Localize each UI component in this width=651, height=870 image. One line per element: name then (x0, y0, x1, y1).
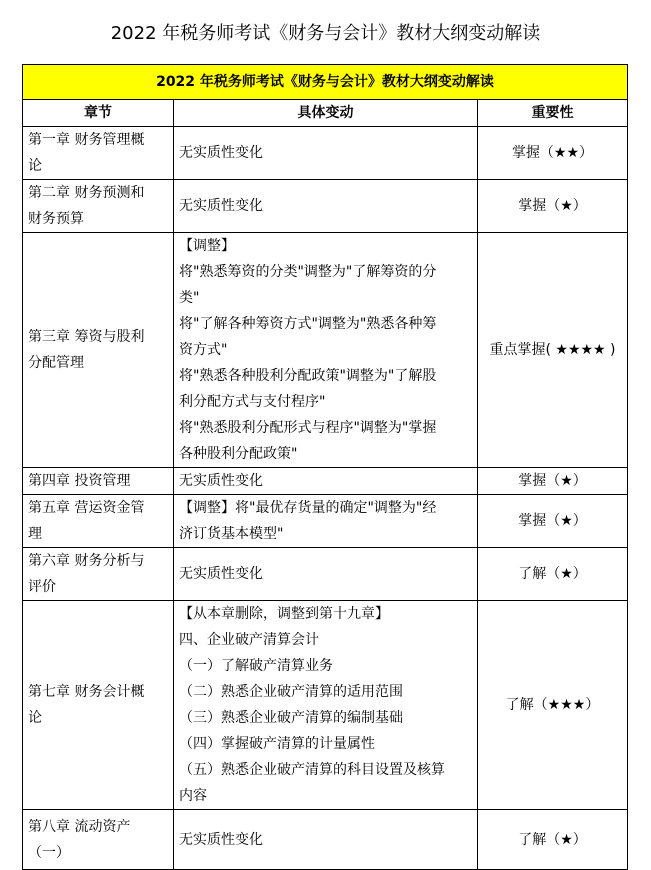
change-line: 无实质性变化 (179, 566, 263, 582)
change-line: 资方式" (179, 342, 228, 358)
change-line: 将"了解各种筹资方式"调整为"熟悉各种筹 (179, 316, 437, 332)
chapter-line: 第六章 财务分析与 (28, 553, 145, 569)
column-header-importance: 重要性 (478, 100, 628, 127)
change-line: 类" (179, 290, 200, 306)
chapter-line: （一） (28, 844, 70, 861)
importance-cell: 掌握（★） (478, 495, 628, 548)
importance-cell: 掌握（★） (478, 468, 628, 495)
table-row (23, 810, 628, 870)
table-banner-row (23, 65, 628, 100)
chapter-line: 论 (28, 710, 42, 726)
chapter-cell (23, 233, 174, 468)
importance-cell: 重点掌握( ★★★★ ) (478, 233, 628, 468)
chapter-line: 分配管理 (28, 355, 84, 371)
chapter-line: 财务预算 (28, 211, 84, 227)
chapter-line: 第八章 流动资产 (28, 818, 131, 835)
change-line: （二）熟悉企业破产清算的适用范围 (179, 684, 403, 700)
chapter-cell (23, 468, 174, 495)
change-line: 将"熟悉各种股利分配政策"调整为"了解股 (179, 368, 437, 384)
changes-cell (174, 180, 478, 233)
changes-cell (174, 233, 478, 468)
change-line: （五）熟悉企业破产清算的科目设置及核算 (179, 762, 445, 778)
chapter-cell (23, 495, 174, 548)
importance-cell: 掌握（★） (478, 180, 628, 233)
changes-cell (174, 468, 478, 495)
table-row (23, 180, 628, 233)
table-row (23, 495, 628, 548)
chapter-cell (23, 127, 174, 180)
chapter-line: 第三章 筹资与股利 (28, 329, 145, 345)
table-row (23, 548, 628, 601)
chapter-line: 评价 (28, 579, 56, 595)
change-line: 【从本章删除，调整到第十九章】 (179, 606, 389, 622)
table-banner: 2022 年税务师考试《财务与会计》教材大纲变动解读 (23, 65, 628, 100)
chapter-line: 第二章 财务预测和 (28, 185, 145, 201)
change-line: 利分配方式与支付程序" (179, 394, 326, 410)
chapter-line: 第五章 营运资金管 (28, 500, 145, 516)
chapter-line: 第七章 财务会计概 (28, 684, 145, 700)
chapter-line: 论 (28, 158, 42, 174)
chapter-line: 第四章 投资管理 (28, 473, 131, 489)
change-line: （三）熟悉企业破产清算的编制基础 (179, 710, 403, 726)
change-line: 内容 (179, 788, 207, 804)
change-line: 四、企业破产清算会计 (179, 632, 319, 648)
table-row (23, 233, 628, 468)
table-row (23, 468, 628, 495)
importance-cell: 了解（★★★） (478, 601, 628, 810)
change-line: 【调整】将"最优存货量的确定"调整为"经 (179, 500, 437, 516)
syllabus-table (22, 64, 628, 870)
change-line: 无实质性变化 (179, 145, 263, 161)
table-row (23, 127, 628, 180)
table-row (23, 601, 628, 810)
column-header-chapter: 章节 (23, 100, 174, 127)
table-header-row (23, 100, 628, 127)
change-line: 【调整】 (179, 238, 235, 254)
change-line: 济订货基本模型" (179, 526, 284, 542)
changes-cell (174, 601, 478, 810)
change-line: 将"熟悉筹资的分类"调整为"了解筹资的分 (179, 264, 437, 280)
change-line: 无实质性变化 (179, 473, 263, 489)
importance-cell: 了解（★） (478, 810, 628, 870)
chapter-cell (23, 180, 174, 233)
table-body (23, 127, 628, 870)
changes-cell (174, 495, 478, 548)
column-header-changes: 具体变动 (174, 100, 478, 127)
changes-cell (174, 127, 478, 180)
chapter-line: 第一章 财务管理概 (28, 132, 145, 148)
importance-cell: 掌握（★★） (478, 127, 628, 180)
change-line: 将"熟悉股利分配形式与程序"调整为"掌握 (179, 420, 437, 436)
chapter-line: 理 (28, 526, 42, 542)
importance-cell: 了解（★） (478, 548, 628, 601)
changes-cell (174, 548, 478, 601)
chapter-cell (23, 548, 174, 601)
change-line: （一）了解破产清算业务 (179, 658, 333, 674)
change-line: 无实质性变化 (179, 198, 263, 214)
chapter-cell (23, 810, 174, 870)
change-line: 无实质性变化 (179, 831, 263, 848)
chapter-cell (23, 601, 174, 810)
change-line: 各种股利分配政策" (179, 446, 298, 462)
change-line: （四）掌握破产清算的计量属性 (179, 736, 375, 752)
document-title: 2022 年税务师考试《财务与会计》教材大纲变动解读 (110, 23, 541, 44)
changes-cell (174, 810, 478, 870)
